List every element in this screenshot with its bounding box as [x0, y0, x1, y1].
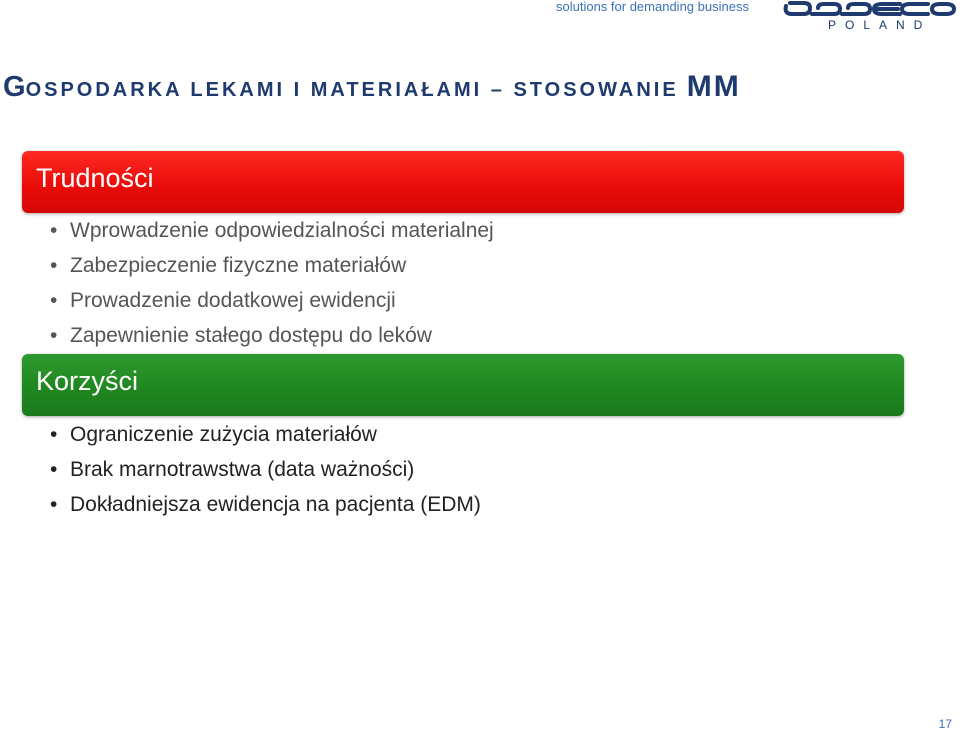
bullet-icon: •: [50, 324, 58, 347]
logo-subtitle: POLAND: [828, 18, 932, 32]
page-title: [3, 70, 741, 104]
list-item-text: Ograniczenie zużycia materiałów: [70, 423, 377, 446]
title-part-2: STOSOWANIE: [513, 79, 679, 101]
list-item: [50, 318, 494, 353]
difficulties-label: Trudności: [36, 163, 154, 193]
difficulties-list: [50, 213, 494, 353]
benefits-header: [22, 354, 904, 416]
benefits-label: Korzyści: [36, 366, 139, 396]
list-item-text: Dokładniejsza ewidencja na pacjenta (EDM): [70, 493, 481, 516]
title-suffix: MM: [686, 70, 741, 103]
bullet-icon: •: [50, 423, 58, 446]
difficulties-header: [22, 151, 904, 213]
list-item: [50, 452, 481, 487]
title-part-1: OSPODARKA LEKAMI I MATERIAŁAMI: [25, 79, 483, 101]
list-item-text: Brak marnotrawstwa (data ważności): [70, 458, 415, 481]
list-item: [50, 283, 494, 318]
tagline: solutions for demanding business: [556, 0, 749, 14]
list-item: [50, 417, 481, 452]
list-item-text: Zapewnienie stałego dostępu do leków: [70, 324, 432, 347]
benefits-list: [50, 417, 481, 522]
list-item: [50, 487, 481, 522]
bullet-icon: •: [50, 458, 58, 481]
list-item-text: Wprowadzenie odpowiedzialności materialnej: [70, 219, 494, 242]
title-dash: –: [482, 79, 514, 101]
bullet-icon: •: [50, 289, 58, 312]
page-number: 17: [938, 717, 952, 731]
bullet-icon: •: [50, 219, 58, 242]
title-initial: G: [3, 71, 26, 103]
bullet-icon: •: [50, 254, 58, 277]
list-item: [50, 213, 494, 248]
bullet-icon: •: [50, 493, 58, 516]
list-item: [50, 248, 494, 283]
list-item-text: Zabezpieczenie fizyczne materiałów: [70, 254, 407, 277]
list-item-text: Prowadzenie dodatkowej ewidencji: [70, 289, 396, 312]
